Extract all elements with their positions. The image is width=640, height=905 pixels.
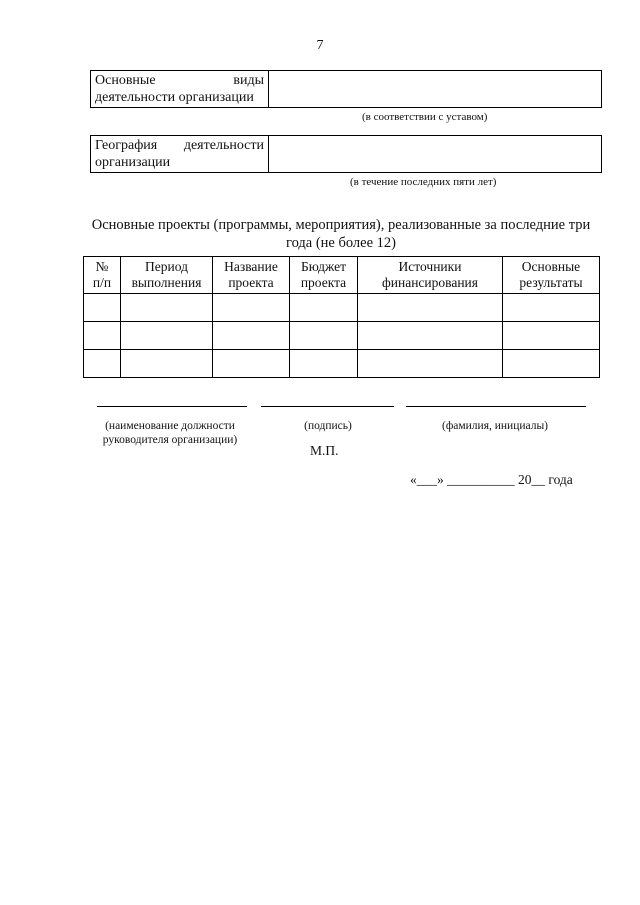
table-cell[interactable] [213, 350, 290, 378]
geography-label-line1 [95, 137, 264, 154]
table-cell[interactable] [121, 294, 213, 322]
col-header-line2: проекта [300, 275, 347, 290]
position-caption: (наименование должности руководителя организации) [102, 420, 238, 446]
col-header-line1: № [95, 259, 109, 274]
col-header-period [121, 257, 213, 294]
col-header-line1: Период [145, 259, 188, 274]
table-cell[interactable] [290, 350, 358, 378]
name-signature-line[interactable] [406, 406, 586, 407]
table-cell[interactable] [358, 350, 503, 378]
table-cell[interactable] [290, 294, 358, 322]
table-cell[interactable] [84, 294, 121, 322]
geography-box [90, 135, 602, 173]
table-cell[interactable] [121, 322, 213, 350]
geography-label [91, 136, 269, 172]
col-header-project-name [213, 257, 290, 294]
signature-caption: (подпись) [304, 420, 352, 432]
table-cell[interactable] [213, 294, 290, 322]
projects-table-body [84, 294, 600, 378]
table-cell[interactable] [503, 294, 600, 322]
position-signature-line[interactable] [97, 406, 247, 407]
table-cell[interactable] [84, 350, 121, 378]
date-line[interactable]: «___» __________ 20__ года [410, 472, 573, 487]
projects-heading: Основные проекты (программы, мероприятия), реализованные за последние три года (не более 12) [91, 217, 591, 251]
table-cell[interactable] [358, 322, 503, 350]
activity-box [90, 70, 602, 108]
col-header-line2: проекта [228, 275, 274, 290]
table-header-row [84, 257, 600, 294]
col-header-results [503, 257, 600, 294]
table-cell[interactable] [503, 350, 600, 378]
table-cell[interactable] [290, 322, 358, 350]
geography-value-field[interactable] [269, 136, 601, 172]
col-header-line1: Источники [398, 259, 462, 274]
activity-label-line2: деятельности организации [95, 90, 254, 105]
activity-caption: (в соответствии с уставом) [362, 111, 488, 123]
col-header-funding-sources [358, 257, 503, 294]
page-number: 7 [316, 38, 324, 53]
table-cell[interactable] [213, 322, 290, 350]
activity-label-word2: виды [233, 73, 264, 88]
activity-value-field[interactable] [269, 71, 601, 107]
geography-caption: (в течение последних пяти лет) [350, 176, 497, 188]
col-header-line2: результаты [519, 275, 583, 290]
table-cell[interactable] [503, 322, 600, 350]
col-header-budget [290, 257, 358, 294]
name-caption: (фамилия, инициалы) [441, 420, 549, 432]
activity-label-line1 [95, 72, 264, 89]
col-header-number [84, 257, 121, 294]
table-cell[interactable] [84, 322, 121, 350]
table-row [84, 322, 600, 350]
col-header-line1: Бюджет [300, 259, 347, 274]
col-header-line2: финансирования [382, 275, 478, 290]
stamp-label: М.П. [310, 443, 339, 458]
col-header-line2: выполнения [131, 275, 202, 290]
table-row [84, 294, 600, 322]
geography-label-word1: География [95, 138, 158, 153]
table-cell[interactable] [121, 350, 213, 378]
geography-label-word2: деятельности [183, 138, 264, 153]
projects-table [83, 256, 600, 378]
col-header-line1: Название [224, 259, 278, 274]
activity-label-word1: Основные [95, 73, 156, 88]
table-row [84, 350, 600, 378]
table-cell[interactable] [358, 294, 503, 322]
activity-label [91, 71, 269, 107]
signature-line[interactable] [261, 406, 394, 407]
col-header-line1: Основные [521, 259, 581, 274]
col-header-line2: п/п [92, 275, 112, 290]
geography-label-line2: организации [95, 155, 171, 170]
